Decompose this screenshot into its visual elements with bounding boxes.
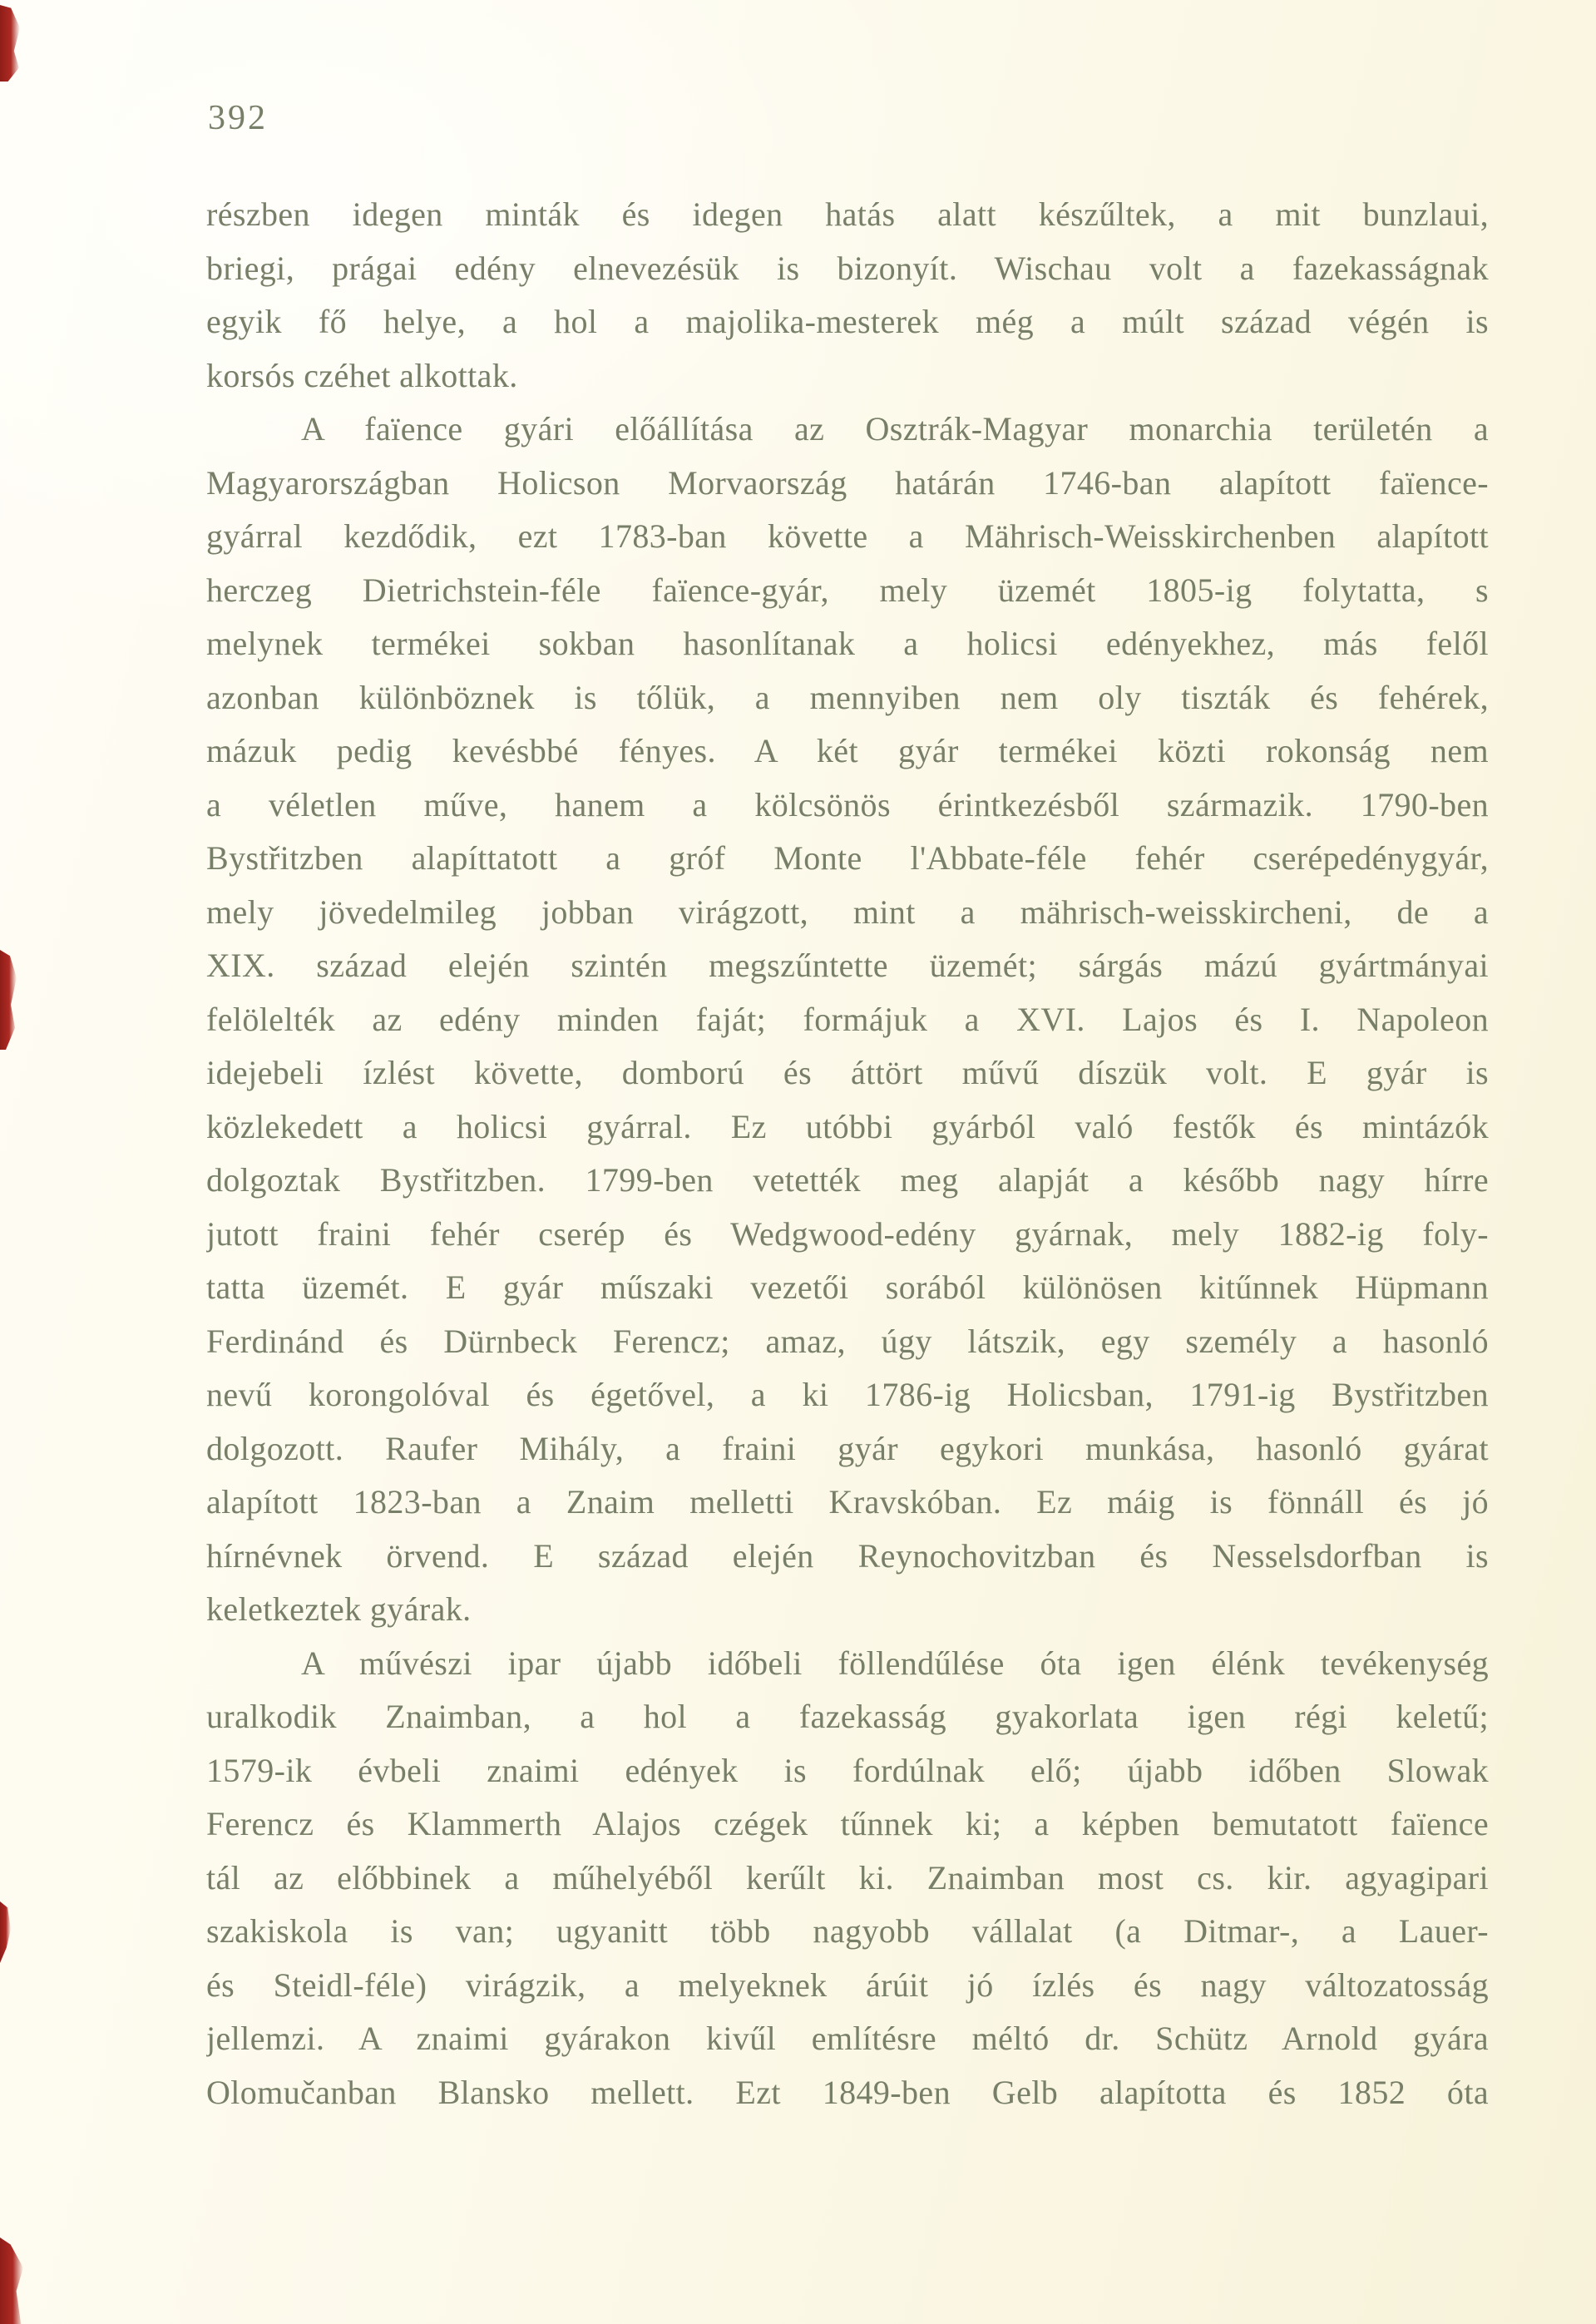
- text-line: Ferencz és Klammerth Alajos czégek tűnnek ki; a képben bemutatott faïence: [206, 1805, 1489, 1842]
- text-line: uralkodik Znaimban, a hol a fazekasság gyakorlata igen régi keletű;: [206, 1698, 1489, 1735]
- text-line: idejebeli ízlést követte, domború és áttört művű díszük volt. E gyár is: [206, 1054, 1489, 1091]
- text-line: XIX. század elején szintén megszűntette üzemét; sárgás mázú gyártmányai: [206, 947, 1489, 984]
- text-line: tatta üzemét. E gyár műszaki vezetői sorából különösen kitűnnek Hüpmann: [206, 1268, 1489, 1306]
- text-line: gyárral kezdődik, ezt 1783-ban követte a Mährisch-Weisskirchenben alapított: [206, 517, 1489, 555]
- text-line: Olomučanban Blansko mellett. Ezt 1849-ben Gelb alapította és 1852 óta: [206, 2073, 1489, 2111]
- text-line: egyik fő helye, a hol a majolika-mesterek még a múlt század végén is: [206, 303, 1489, 340]
- text-line: Ferdinánd és Dürnbeck Ferencz; amaz, úgy látszik, egy személy a hasonló: [206, 1322, 1489, 1360]
- text-line: közlekedett a holicsi gyárral. Ez utóbbi gyárból való festők és mintázók: [206, 1107, 1489, 1145]
- page-number: 392: [208, 99, 268, 137]
- text-line: a véletlen műve, hanem a kölcsönös érintkezésből származik. 1790-ben: [206, 785, 1489, 823]
- text-line: mely jövedelmileg jobban virágzott, mint a mährisch-weisskircheni, de a: [206, 893, 1489, 931]
- text-line: Bystřitzben alapíttatott a gróf Monte l'Abbate-féle fehér cserépedénygyár,: [206, 839, 1489, 877]
- text-line: és Steidl-féle) virágzik, a melyeknek árúit jó ízlés és nagy változatosság: [206, 1966, 1489, 2004]
- text-line: briegi, prágai edény elnevezésük is bizonyít. Wischau volt a fazekasságnak: [206, 249, 1489, 287]
- text-line: dolgoztak Bystřitzben. 1799-ben vetették meg alapját a később nagy hírre: [206, 1161, 1489, 1199]
- text-line: korsós czéhet alkottak.: [206, 356, 518, 394]
- text-line: Magyarországban Holicson Morvaország határán 1746-ban alapított faïence-: [206, 463, 1489, 502]
- red-edge-stain-top: [0, 5, 20, 82]
- text-line: A művészi ipar újabb időbeli föllendűlése óta igen élénk tevékenység: [301, 1644, 1489, 1682]
- text-line: jellemzi. A znaimi gyárakon kivűl említésre méltó dr. Schütz Arnold gyára: [206, 2020, 1489, 2057]
- red-edge-stain-middle: [0, 950, 17, 1050]
- text-line: jutott fraini fehér cserép és Wedgwood-edény gyárnak, mely 1882-ig foly-: [206, 1214, 1489, 1253]
- text-line: keletkeztek gyárak.: [206, 1590, 472, 1628]
- text-line: A faïence gyári előállítása az Osztrák-Magyar monarchia területén a: [301, 410, 1489, 447]
- text-line: melynek termékei sokban hasonlítanak a holicsi edényekhez, más felől: [206, 625, 1489, 662]
- text-line: dolgozott. Raufer Mihály, a fraini gyár egykori munkása, hasonló gyárat: [206, 1429, 1489, 1467]
- text-line: mázuk pedig kevésbbé fényes. A két gyár termékei közti rokonság nem: [206, 732, 1489, 769]
- text-line: azonban különböznek is tőlük, a mennyiben nem oly tiszták és fehérek,: [206, 678, 1489, 716]
- red-edge-stain-bottom: [0, 2237, 23, 2324]
- text-line: nevű korongolóval és égetővel, a ki 1786-ig Holicsban, 1791-ig Bystřitzben: [206, 1376, 1489, 1413]
- text-line: hírnévnek örvend. E század elején Reynochovitzban és Nesselsdorfban is: [206, 1536, 1489, 1575]
- text-line: tál az előbbinek a műhelyéből kerűlt ki. Znaimban most cs. kir. agyagipari: [206, 1858, 1489, 1896]
- text-block: [206, 188, 1489, 2119]
- text-line: részben idegen minták és idegen hatás alatt készűltek, a mit bunzlaui,: [206, 195, 1489, 233]
- text-line: herczeg Dietrichstein-féle faïence-gyár, mely üzemét 1805-ig folytatta, s: [206, 571, 1489, 609]
- text-line: 1579-ik évbeli znaimi edények is fordúlnak elő; újabb időben Slowak: [206, 1751, 1489, 1789]
- text-line: felölelték az edény minden faját; formájuk a XVI. Lajos és I. Napoleon: [206, 1000, 1489, 1038]
- text-line: szakiskola is van; ugyanitt több nagyobb vállalat (a Ditmar-, a Lauer-: [206, 1912, 1489, 1950]
- red-edge-stain-lower: [0, 1901, 11, 1963]
- text-line: alapított 1823-ban a Znaim melletti Kravskóban. Ez máig is fönnáll és jó: [206, 1483, 1489, 1520]
